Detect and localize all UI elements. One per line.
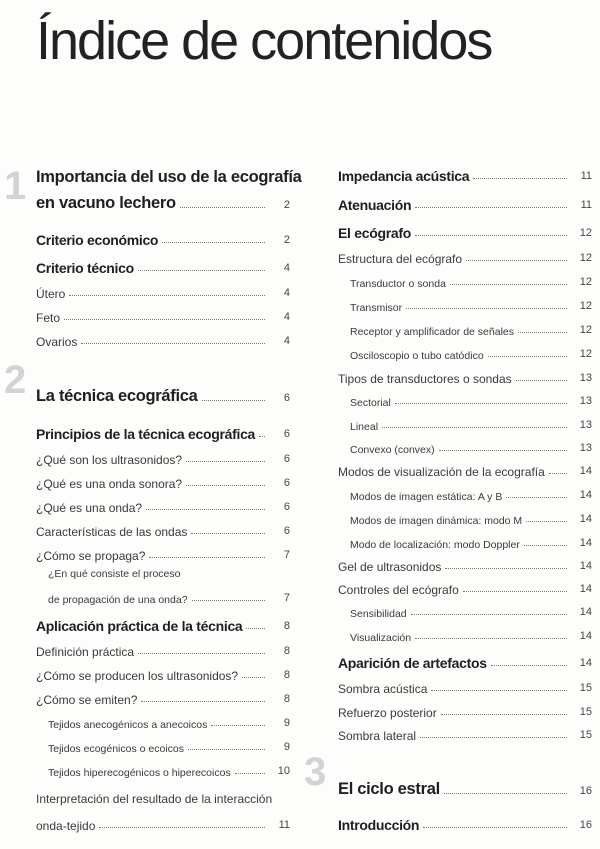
toc-entry-sectorial[interactable] [338,389,592,409]
page-number: 6 [283,525,290,537]
page-number: 14 [579,583,592,595]
toc-entry-imagen-estatica[interactable] [338,483,592,503]
toc-entry-visualizacion[interactable] [338,624,592,644]
page-number: 9 [283,717,290,729]
page-number: 14 [579,513,592,525]
leader-dots [64,319,265,320]
page-number: 14 [579,630,592,642]
toc-entry-label: Criterio económico [36,232,159,248]
chapter-3-title: El ciclo estral [338,780,440,798]
page-number: 2 [283,199,290,211]
toc-entry-convexo[interactable] [338,436,592,456]
leader-dots [211,725,265,726]
leader-dots [488,356,567,357]
page-number: 14 [579,606,592,618]
page-number: 4 [283,262,290,274]
page-number: 8 [283,669,290,681]
leader-dots [415,638,567,639]
toc-entry-transmisor[interactable] [338,294,592,314]
leader-dots [99,827,265,828]
leader-dots [524,545,567,546]
page-number: 14 [579,560,592,572]
page-number: 12 [579,276,592,288]
toc-entry-label: Introducción [338,817,420,833]
leader-dots [149,557,265,558]
leader-dots [439,450,567,451]
page-number: 14 [579,489,592,501]
leader-dots [246,628,265,629]
toc-entry-principios[interactable] [36,422,290,442]
leader-dots [463,591,567,592]
page-number: 16 [579,785,592,797]
toc-entry-label: Modos de imagen dinámica: modo M [350,515,523,527]
toc-entry-anecogenicos[interactable] [36,711,290,731]
leader-dots [415,207,567,208]
toc-entry-label: Convexo (convex) [350,444,435,456]
page-number: 6 [283,453,290,465]
toc-entry-onda-sonora[interactable] [36,471,290,491]
toc-entry-interpretacion-line1[interactable]: Interpretación del resultado de la interacción [36,792,273,806]
page-number: 13 [579,419,592,431]
leader-dots [191,533,265,534]
toc-entry-receptor[interactable] [338,318,592,338]
toc-entry-label: Osciloscopio o tubo catódico [350,350,484,362]
toc-entry-label: de propagación de una onda? [48,594,188,606]
chapter-3-entry[interactable] [338,779,592,799]
chapter-1-title-line2: en vacuno lechero [36,194,176,212]
toc-entry-producen[interactable] [36,663,290,683]
page-number: 2 [283,234,290,246]
chapter-1-entry[interactable] [36,193,290,213]
page-number: 6 [283,477,290,489]
toc-entry-introduccion[interactable] [338,813,592,833]
page-number: 12 [579,252,592,264]
toc-entry-doppler[interactable] [338,531,592,551]
toc-entry-label: Sombra lateral [338,729,417,743]
toc-entry-gel[interactable] [338,554,592,574]
leader-dots [406,308,567,309]
toc-entry-label: Impedancia acústica [338,168,470,184]
toc-entry-label: Transmisor [350,302,403,314]
toc-entry-interpretacion[interactable] [36,813,290,833]
page-number: 12 [579,324,592,336]
toc-entry-emiten[interactable] [36,687,290,707]
toc-entry-label: Características de las ondas [36,525,188,539]
leader-dots [518,332,567,333]
toc-entry-controles[interactable] [338,577,592,597]
leader-dots [431,690,567,691]
toc-entry-label: onda-tejido [36,819,96,833]
leader-dots [420,737,567,738]
chapter-2-entry[interactable] [36,386,290,406]
toc-entry-propagacion-line1[interactable]: ¿En qué consiste el proceso [48,568,181,580]
toc-entry-label: ¿Qué son los ultrasonidos? [36,453,183,467]
leader-dots [415,235,567,236]
leader-dots [549,473,567,474]
toc-entry-label: Transductor o sonda [350,278,446,290]
leader-dots [242,677,265,678]
leader-dots [186,485,265,486]
page-number: 14 [579,657,592,669]
page-number: 14 [579,537,592,549]
page-number: 10 [277,765,290,777]
toc-entry-criterio-economico[interactable] [36,228,290,248]
leader-dots [69,295,265,296]
toc-entry-label: Criterio técnico [36,260,134,276]
page-number: 6 [283,392,290,404]
toc-entry-transductor[interactable] [338,270,592,290]
toc-entry-label: Lineal [350,421,379,433]
toc-entry-criterio-tecnico[interactable] [36,256,290,276]
leader-dots [491,665,567,666]
page-number: 11 [278,819,290,831]
toc-entry-ultrasonidos[interactable] [36,447,290,467]
leader-dots [423,827,567,828]
chapter-number-3: 3 [304,750,326,794]
toc-entry-lineal[interactable] [338,413,592,433]
page-number: 6 [283,428,291,440]
toc-entry-label: Tejidos anecogénicos a anecoicos [48,719,208,731]
page-number: 12 [579,300,592,312]
page-number: 9 [283,741,290,753]
leader-dots [441,714,567,715]
toc-entry-definicion[interactable] [36,639,290,659]
page-number: 8 [283,693,290,705]
leader-dots [235,773,265,774]
chapter-number-1: 1 [4,164,26,208]
toc-entry-label: Ovarios [36,335,78,349]
page-number: 11 [580,170,592,182]
leader-dots [186,461,265,462]
toc-entry-label: Controles del ecógrafo [338,583,459,597]
page-number: 12 [579,227,592,239]
page-number: 7 [283,549,290,561]
toc-entry-ecogenicos[interactable] [36,735,290,755]
toc-entry-label: Modo de localización: modo Doppler [350,539,520,551]
leader-dots [259,436,265,437]
toc-entry-aplicacion[interactable] [36,614,290,634]
page-number: 15 [579,729,592,741]
page-number: 12 [579,348,592,360]
toc-entry-label: Tejidos hiperecogénicos o hiperecoicos [48,767,231,779]
page-number: 15 [579,706,592,718]
toc-entry-ecografo[interactable] [338,221,592,241]
toc-entry-label: Definición práctica [36,645,135,659]
page-number: 4 [283,311,290,323]
page-number: 6 [283,501,290,513]
leader-dots [516,380,567,381]
leader-dots [192,600,265,601]
toc-entry-label: Útero [36,287,66,301]
leader-dots [162,242,265,243]
toc-entry-ovarios[interactable] [36,329,290,349]
toc-entry-imagen-dinamica[interactable] [338,507,592,527]
toc-entry-label: Tipos de transductores o sondas [338,372,512,386]
toc-entry-label: ¿Cómo se emiten? [36,693,138,707]
toc-entry-modos-visualizacion[interactable] [338,459,592,479]
toc-entry-label: ¿Cómo se propaga? [36,549,146,563]
toc-entry-utero[interactable] [36,281,290,301]
leader-dots [395,403,567,404]
toc-entry-label: Visualización [350,632,412,644]
toc-entry-propagacion[interactable] [36,586,290,606]
toc-entry-onda[interactable] [36,495,290,515]
leader-dots [450,284,567,285]
toc-entry-label: Refuerzo posterior [338,706,437,720]
toc-entry-label: ¿Qué es una onda? [36,501,143,515]
page-number: 13 [579,395,592,407]
page-number: 4 [283,287,290,299]
toc-entry-label: Sombra acústica [338,682,428,696]
leader-dots [466,260,567,261]
toc-entry-label: Feto [36,311,61,325]
toc-entry-label: ¿Qué es una onda sonora? [36,477,183,491]
toc-entry-label: Receptor y amplificador de señales [350,326,515,338]
toc-entry-estructura[interactable] [338,246,592,266]
page-number: 16 [579,819,592,831]
toc-entry-label: Aplicación práctica de la técnica [36,618,243,634]
page-number: 14 [579,465,592,477]
page-title: Índice de contenidos [36,11,492,71]
toc-entry-artefactos[interactable] [338,651,592,671]
toc-entry-label: El ecógrafo [338,225,411,241]
toc-entry-sombra-lateral[interactable] [338,723,592,743]
chapter-2-title: La técnica ecográfica [36,387,198,405]
toc-entry-label: ¿Cómo se producen los ultrasonidos? [36,669,239,683]
toc-entry-label: Modos de imagen estática: A y B [350,491,503,503]
leader-dots [188,749,265,750]
toc-entry-caracteristicas[interactable] [36,519,290,539]
toc-entry-hiperecogenicos[interactable] [36,759,290,779]
chapter-number-2: 2 [4,358,26,402]
leader-dots [445,568,567,569]
toc-entry-label: Principios de la técnica ecográfica [36,426,256,442]
leader-dots [141,701,265,702]
toc-entry-sensibilidad[interactable] [338,600,592,620]
toc-entry-label: Aparición de artefactos [338,655,487,671]
toc-entry-label: Tejidos ecogénicos o ecoicos [48,743,184,755]
page-number: 8 [283,645,290,657]
toc-entry-sombra-acustica[interactable] [338,676,592,696]
page-number: 8 [283,620,290,632]
leader-dots [146,509,265,510]
leader-dots [81,343,265,344]
toc-entry-label: Sectorial [350,397,391,409]
page-number: 13 [579,372,592,384]
leader-dots [382,427,567,428]
leader-dots [411,614,567,615]
toc-entry-tipos[interactable] [338,366,592,386]
leader-dots [444,793,567,794]
leader-dots [138,270,265,271]
leader-dots [506,497,567,498]
page-number: 7 [283,592,290,604]
toc-entry-label: Gel de ultrasonidos [338,560,442,574]
leader-dots [473,178,567,179]
page-number: 15 [579,682,592,694]
leader-dots [138,653,265,654]
chapter-1-title-line1[interactable]: Importancia del uso de la ecografía [36,168,302,186]
page-number: 11 [580,199,592,211]
page-number: 4 [283,335,290,347]
toc-entry-propaga[interactable] [36,543,290,563]
leader-dots [180,207,265,208]
toc-entry-refuerzo[interactable] [338,700,592,720]
toc-entry-atenuacion[interactable] [338,193,592,213]
leader-dots [526,521,567,522]
toc-entry-label: Sensibilidad [350,608,407,620]
page-number: 13 [579,442,592,454]
toc-entry-osciloscopio[interactable] [338,342,592,362]
toc-entry-label: Modos de visualización de la ecografía [338,465,545,479]
toc-entry-label: Atenuación [338,197,412,213]
toc-entry-impedancia[interactable] [338,164,592,184]
toc-entry-label: Estructura del ecógrafo [338,252,463,266]
leader-dots [202,400,265,401]
toc-entry-feto[interactable] [36,305,290,325]
